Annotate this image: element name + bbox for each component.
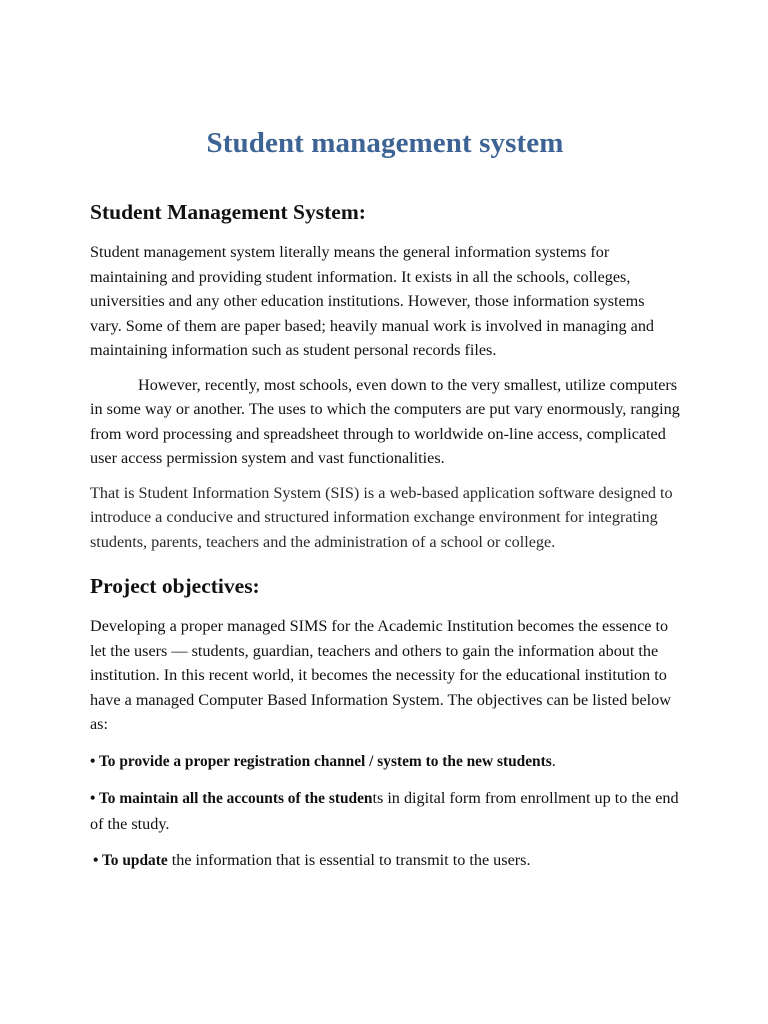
objective-bullet-text: . [551,751,556,770]
objective-bullet-update [90,848,680,874]
objective-bullet-text: ts in digital form from enrollment up to the end of the study. [90,789,679,833]
document-title: Student management system [206,127,564,159]
paragraph-objectives-intro: Developing a proper managed SIMS for the Academic Institution becomes the essence to let the users — students, guardian, teachers and others to gain the information about the institution. In this recent world, it becomes the necessity for the educational institution to have a managed Computer Based Information System. The objectives can be listed below as: [90,617,671,733]
objective-bullet-text: the information that is essential to transmit to the users. [167,851,531,869]
paragraph-definition: Student management system literally means the general information systems for maintaining and providing student information. It exists in all the schools, colleges, universities and any other education institutions. However, those information systems vary. Some of them are paper based; heavily manual work is involved in managing and maintaining information such as student personal records files. [90,243,655,359]
objective-bullet-bold-text: • To provide a proper registration channel / system to the new students [90,752,552,770]
objective-bullet-registration [90,749,680,775]
objective-bullet-bold-text: • To maintain all the accounts of the studen [90,790,373,807]
objective-bullet-bold-text: • To update [93,852,168,869]
paragraph-computers-usage: However, recently, most schools, even down to the very smallest, utilize computers in some way or another. The uses to which the computers are put vary enormously, ranging from word processing and spreadsheet through to worldwide on-line access, complicated user access permission system and vast functionalities. [90,375,680,467]
section-heading-project-objectives: Project objectives: [90,574,260,598]
section-heading-student-management-system: Student Management System: [90,200,366,224]
paragraph-sis-description: That is Student Information System (SIS) is a web-based application software designed to introduce a conducive and structured information exchange environment for integrating students, parents, teachers and the administration of a school or college. [90,483,673,551]
objective-bullet-accounts [90,786,680,836]
